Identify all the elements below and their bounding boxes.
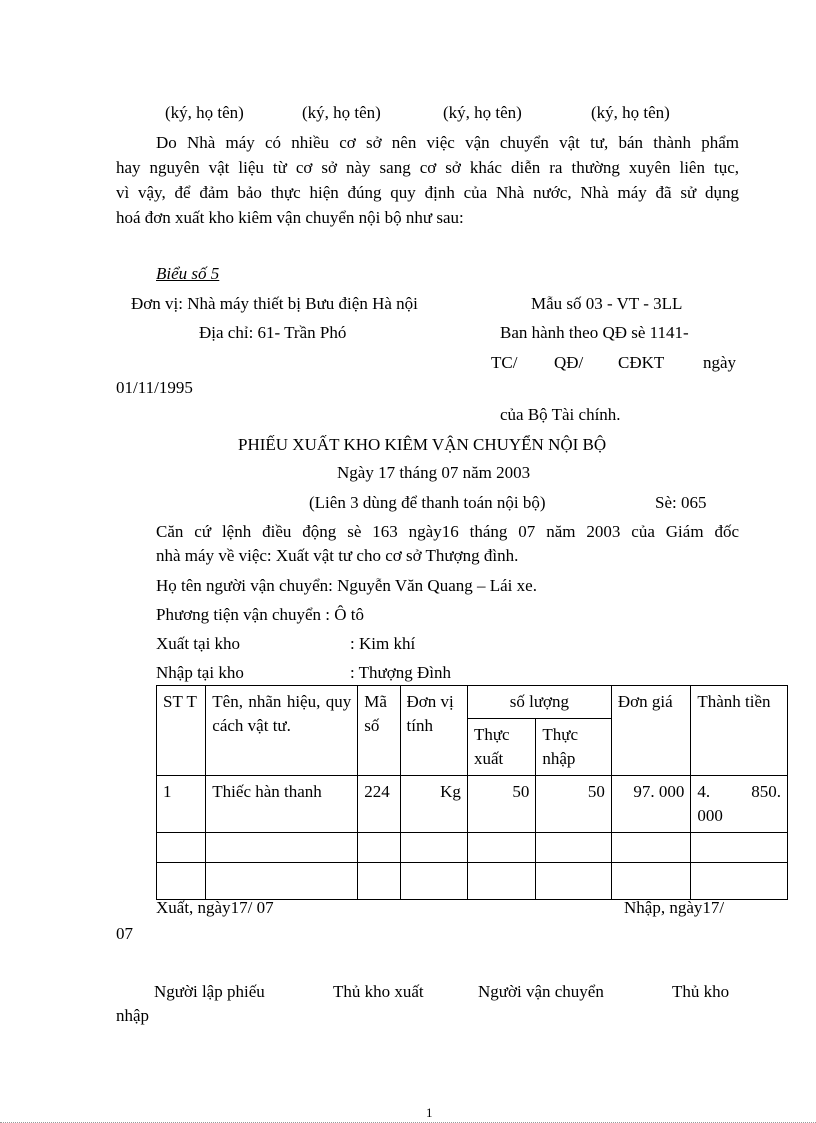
- cell-qty-out: 50: [467, 776, 535, 833]
- signature-placeholder: (ký, họ tên): [591, 103, 670, 122]
- document-number: Sè: 065: [655, 493, 707, 512]
- cell-amount-part: 4.: [697, 782, 711, 801]
- vehicle: Phương tiện vận chuyển : Ô tô: [156, 605, 365, 624]
- form-code: Mẫu số 03 - VT - 3LL: [531, 294, 683, 313]
- export-warehouse-label: Xuất tại kho: [156, 634, 241, 653]
- page-number: 1: [426, 1105, 433, 1120]
- signature-placeholder: (ký, họ tên): [165, 103, 244, 122]
- unit-name: Đơn vị: Nhà máy thiết bị Bưu điện Hà nội: [131, 294, 418, 313]
- header-qty-out: Thực xuất: [467, 719, 535, 776]
- signer-label: Người vận chuyển: [478, 982, 604, 1001]
- cell-amount: [691, 776, 788, 833]
- import-warehouse-value: : Thượng Đình: [350, 663, 452, 682]
- header-amount: Thành tiền: [691, 686, 788, 776]
- cell-qty-in: 50: [536, 776, 611, 833]
- header-code: Mã số: [358, 686, 400, 776]
- signer-label-cont: nhập: [116, 1006, 150, 1025]
- copy-note: (Liên 3 dùng để thanh toán nội bộ): [309, 493, 546, 512]
- signer-label: Thủ kho xuất: [333, 982, 424, 1001]
- intro-line: vì vậy, để đảm bảo thực hiện đúng quy định của Nhà nước, Nhà máy đã sử dụng: [116, 183, 739, 202]
- cell-price: 97. 000: [611, 776, 691, 833]
- signer-label: Người lập phiếu: [154, 982, 265, 1001]
- header-price: Đơn giá: [611, 686, 691, 776]
- ministry: của Bộ Tài chính.: [500, 405, 621, 424]
- issued-part: ngày: [703, 353, 737, 372]
- unit-address: Địa chỉ: 61- Trần Phó: [199, 323, 347, 342]
- import-date: Nhập, ngày17/: [624, 898, 725, 917]
- issued-part: TC/: [491, 353, 518, 372]
- items-table: [156, 685, 788, 900]
- header-unit: Đơn vị tính: [400, 686, 467, 776]
- header-name: Tên, nhãn hiệu, quy cách vật tư.: [206, 686, 358, 776]
- import-warehouse-label: Nhập tại kho: [156, 663, 244, 682]
- form-label: Biểu số 5: [156, 264, 220, 283]
- intro-line: hoá đơn xuất kho kiêm vận chuyển nội bộ như sau:: [116, 208, 464, 227]
- issued-part: QĐ/: [554, 353, 584, 372]
- export-warehouse-value: : Kim khí: [350, 634, 416, 653]
- cell-unit: Kg: [400, 776, 467, 833]
- header-stt: ST T: [157, 686, 206, 776]
- issued-part: CĐKT: [618, 353, 665, 372]
- table-header-row: [157, 686, 788, 719]
- document-title: PHIẾU XUẤT KHO KIÊM VẬN CHUYỂN NỘI BỘ: [238, 435, 607, 454]
- signer-label: Thủ kho: [672, 982, 730, 1001]
- header-quantity: số lượng: [467, 686, 611, 719]
- cell-name: Thiếc hàn thanh: [206, 776, 358, 833]
- cell-amount-part: 000: [697, 806, 723, 825]
- issued-date: 01/11/1995: [116, 378, 193, 397]
- table-row-empty: [157, 833, 788, 863]
- signature-placeholder: (ký, họ tên): [443, 103, 522, 122]
- issued-by: Ban hành theo QĐ sè 1141-: [500, 323, 689, 342]
- intro-line: Do Nhà máy có nhiều cơ sở nên việc vận chuyển vật tư, bán thành phẩm: [156, 133, 739, 152]
- carrier-name: Họ tên người vận chuyển: Nguyễn Văn Quang – Lái xe.: [156, 576, 537, 595]
- cell-code: 224: [358, 776, 400, 833]
- table-row: [157, 776, 788, 833]
- intro-line: hay nguyên vật liệu từ cơ sở này sang cơ sở khác diễn ra thường xuyên liên tục,: [116, 158, 739, 177]
- basis-line: nhà máy về việc: Xuất vật tư cho cơ sở Thượng đình.: [156, 546, 519, 565]
- document-date: Ngày 17 tháng 07 năm 2003: [337, 463, 531, 482]
- basis-line: Căn cứ lệnh điều động sè 163 ngày16 tháng 07 năm 2003 của Giám đốc: [156, 522, 739, 541]
- cell-stt: 1: [157, 776, 206, 833]
- cell-amount-part: 850.: [751, 782, 781, 801]
- header-qty-in: Thực nhập: [536, 719, 611, 776]
- table-row-empty: [157, 863, 788, 900]
- export-date-cont: 07: [116, 924, 133, 943]
- export-date: Xuất, ngày17/ 07: [156, 898, 274, 917]
- signature-placeholder: (ký, họ tên): [302, 103, 381, 122]
